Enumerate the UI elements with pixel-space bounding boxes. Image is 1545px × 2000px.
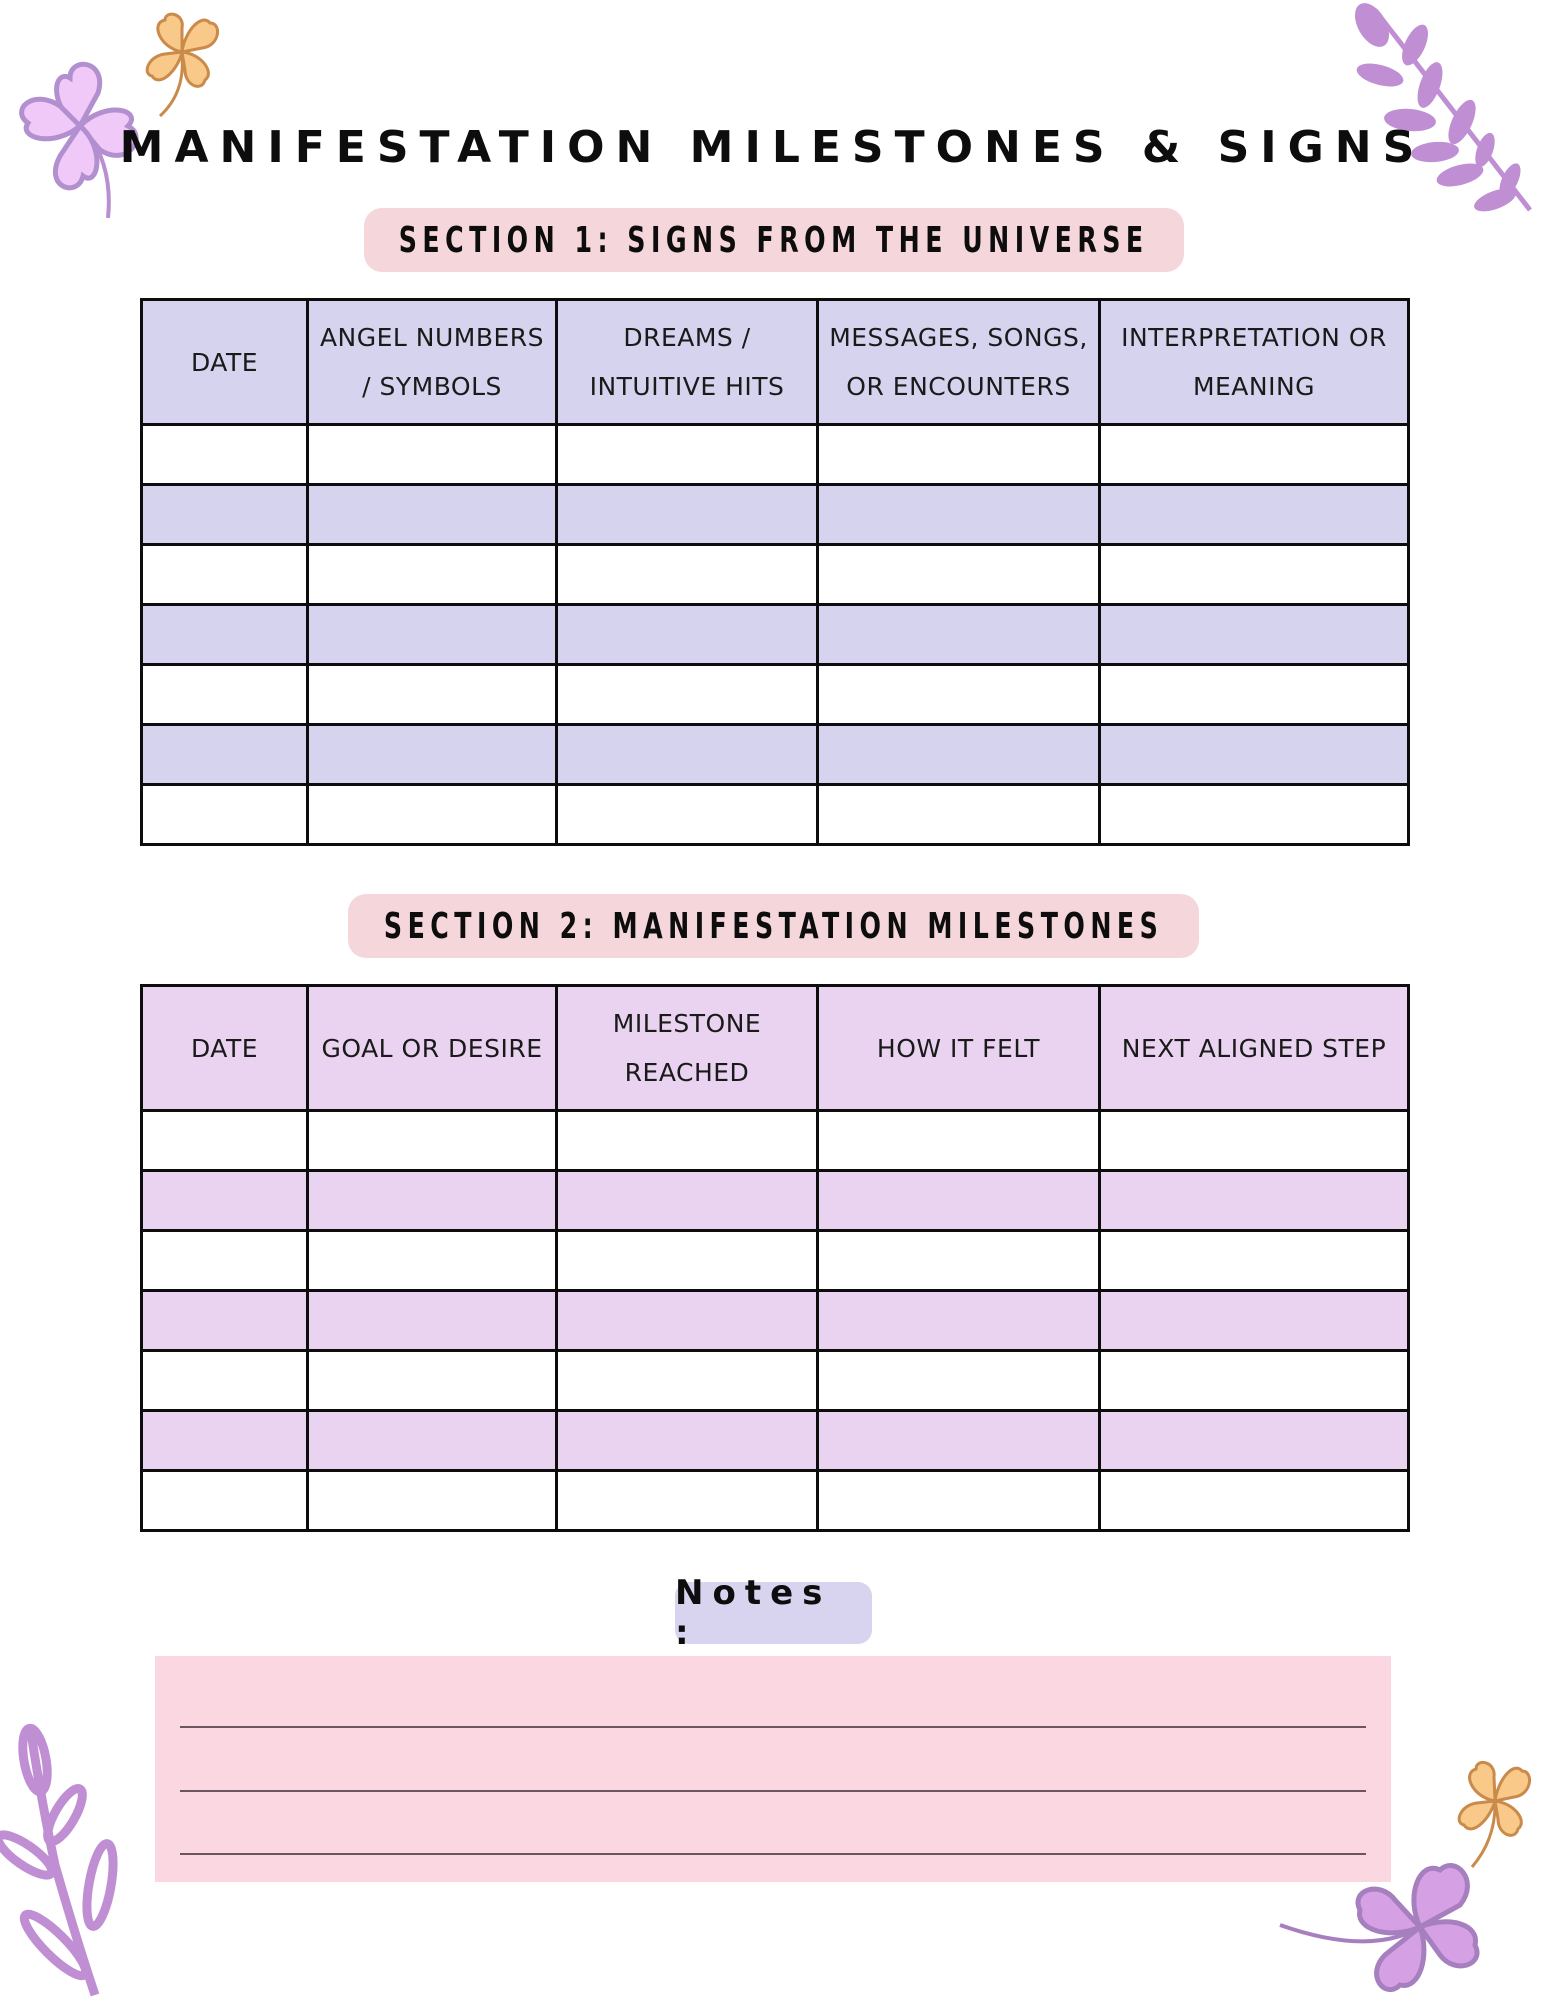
section1-heading-text: SECTION 1: SIGNS FROM THE UNIVERSE: [399, 219, 1149, 261]
table-row: [142, 785, 1409, 845]
table-cell[interactable]: [142, 1411, 308, 1471]
notes-label: Notes :: [675, 1582, 872, 1644]
table-row: [142, 485, 1409, 545]
table-cell[interactable]: [557, 665, 818, 725]
table-cell[interactable]: [308, 1291, 557, 1351]
notes-line: [180, 1853, 1366, 1855]
table-cell[interactable]: [557, 605, 818, 665]
table-cell[interactable]: [818, 485, 1100, 545]
table-cell[interactable]: [557, 1231, 818, 1291]
table-row: [142, 605, 1409, 665]
table-cell[interactable]: [308, 485, 557, 545]
table-cell[interactable]: [818, 545, 1100, 605]
notes-line: [180, 1790, 1366, 1792]
table-cell[interactable]: [818, 1231, 1100, 1291]
table-cell[interactable]: [1100, 1411, 1409, 1471]
table-cell[interactable]: [308, 725, 557, 785]
table-cell[interactable]: [1100, 545, 1409, 605]
table-cell[interactable]: [818, 1171, 1100, 1231]
table-cell[interactable]: [142, 605, 308, 665]
table-cell[interactable]: [1100, 1351, 1409, 1411]
table-row: [142, 1111, 1409, 1171]
table-cell[interactable]: [818, 665, 1100, 725]
table-cell[interactable]: [308, 665, 557, 725]
column-header: MILESTONE REACHED: [557, 986, 818, 1111]
column-header: DATE: [142, 300, 308, 425]
table-cell[interactable]: [1100, 1471, 1409, 1531]
table-cell[interactable]: [142, 425, 308, 485]
table-cell[interactable]: [557, 1351, 818, 1411]
table-cell[interactable]: [557, 425, 818, 485]
table-cell[interactable]: [142, 1471, 308, 1531]
table-cell[interactable]: [818, 725, 1100, 785]
table-cell[interactable]: [1100, 1171, 1409, 1231]
table-cell[interactable]: [142, 1171, 308, 1231]
table-cell[interactable]: [557, 1411, 818, 1471]
table-cell[interactable]: [1100, 725, 1409, 785]
table-cell[interactable]: [557, 1291, 818, 1351]
orange-clover-icon: [140, 8, 225, 118]
table-row: [142, 1231, 1409, 1291]
table-cell[interactable]: [1100, 785, 1409, 845]
table-row: [142, 1471, 1409, 1531]
table-cell[interactable]: [308, 1351, 557, 1411]
column-header: INTERPRETATION OR MEANING: [1100, 300, 1409, 425]
table-cell[interactable]: [557, 1111, 818, 1171]
table-cell[interactable]: [818, 1351, 1100, 1411]
bottom-left-leaf-sprig-icon: [0, 1715, 130, 2000]
table-cell[interactable]: [308, 1171, 557, 1231]
table-header-row: [142, 300, 1409, 425]
table-row: [142, 425, 1409, 485]
table-cell[interactable]: [308, 1111, 557, 1171]
table-cell[interactable]: [818, 1471, 1100, 1531]
table-cell[interactable]: [557, 1471, 818, 1531]
column-header: ANGEL NUMBERS / SYMBOLS: [308, 300, 557, 425]
table-cell[interactable]: [308, 1411, 557, 1471]
table-cell[interactable]: [1100, 665, 1409, 725]
section2-heading-text: SECTION 2: MANIFESTATION MILESTONES: [383, 905, 1164, 947]
table-row: [142, 1171, 1409, 1231]
table-cell[interactable]: [818, 605, 1100, 665]
table-cell[interactable]: [557, 485, 818, 545]
table-row: [142, 1411, 1409, 1471]
column-header: MESSAGES, SONGS, OR ENCOUNTERS: [818, 300, 1100, 425]
table-cell[interactable]: [142, 1231, 308, 1291]
column-header: DATE: [142, 986, 308, 1111]
table-row: [142, 545, 1409, 605]
table-cell[interactable]: [1100, 605, 1409, 665]
table-row: [142, 1291, 1409, 1351]
table-cell[interactable]: [308, 1471, 557, 1531]
table-row: [142, 725, 1409, 785]
table-cell[interactable]: [142, 785, 308, 845]
table-cell[interactable]: [557, 1171, 818, 1231]
column-header: DREAMS / INTUITIVE HITS: [557, 300, 818, 425]
milestones-table: [140, 984, 1410, 1532]
table-cell[interactable]: [142, 1351, 308, 1411]
table-cell[interactable]: [1100, 1291, 1409, 1351]
table-cell[interactable]: [557, 725, 818, 785]
table-cell[interactable]: [818, 1291, 1100, 1351]
page-title: MANIFESTATION MILESTONES & SIGNS: [119, 122, 1426, 173]
table-cell[interactable]: [818, 785, 1100, 845]
table-cell[interactable]: [142, 545, 308, 605]
notes-area[interactable]: [155, 1656, 1391, 1882]
table-cell[interactable]: [142, 665, 308, 725]
table-cell[interactable]: [308, 545, 557, 605]
table-cell[interactable]: [1100, 1111, 1409, 1171]
table-cell[interactable]: [1100, 425, 1409, 485]
table-row: [142, 665, 1409, 725]
table-cell[interactable]: [142, 485, 308, 545]
section1-heading: [364, 208, 1184, 272]
table-row: [142, 1351, 1409, 1411]
table-cell[interactable]: [142, 1291, 308, 1351]
table-cell[interactable]: [1100, 1231, 1409, 1291]
table-cell[interactable]: [1100, 485, 1409, 545]
column-header: HOW IT FELT: [818, 986, 1100, 1111]
table-header-row: [142, 986, 1409, 1111]
table-cell[interactable]: [308, 605, 557, 665]
notes-line: [180, 1726, 1366, 1728]
top-right-leaf-sprig-icon: [1350, 0, 1540, 215]
table-cell[interactable]: [142, 1111, 308, 1171]
table-cell[interactable]: [818, 1411, 1100, 1471]
table-cell[interactable]: [818, 425, 1100, 485]
table-cell[interactable]: [818, 1111, 1100, 1171]
column-header: NEXT ALIGNED STEP: [1100, 986, 1409, 1111]
signs-table: [140, 298, 1410, 846]
table-cell[interactable]: [308, 1231, 557, 1291]
table-cell[interactable]: [557, 785, 818, 845]
column-header: GOAL OR DESIRE: [308, 986, 557, 1111]
table-cell[interactable]: [308, 785, 557, 845]
table-cell[interactable]: [308, 425, 557, 485]
table-cell[interactable]: [557, 545, 818, 605]
section2-heading: [348, 894, 1199, 958]
table-cell[interactable]: [142, 725, 308, 785]
